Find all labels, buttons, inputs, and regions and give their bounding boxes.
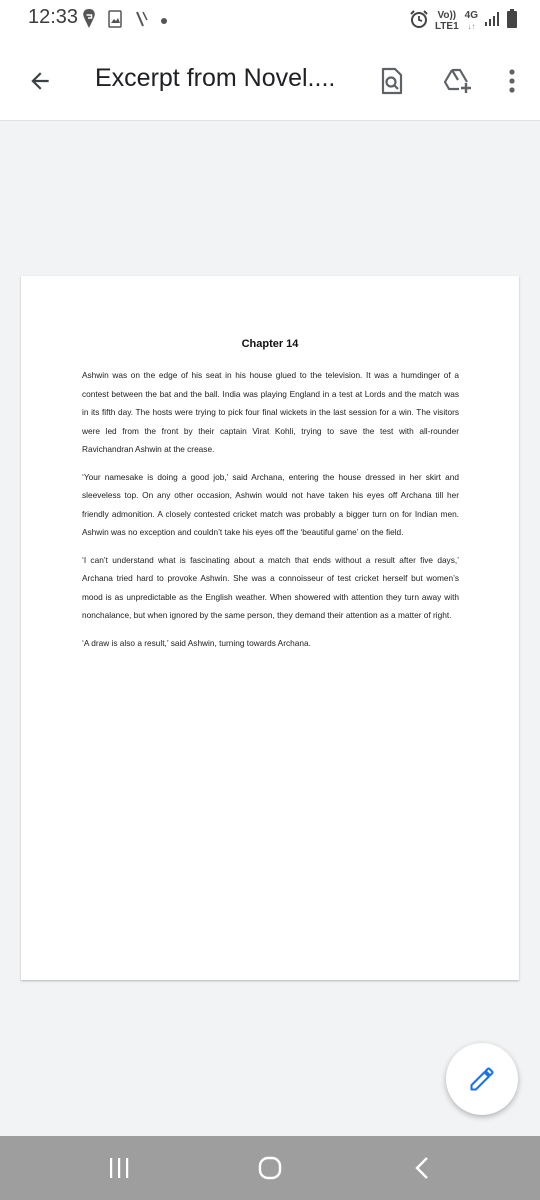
lte-label: LTE1 [434, 21, 459, 32]
paragraph: ‘Your namesake is doing a good job,’ said Archana, entering the house dressed in her skirt and sleeveless top. On any other occasion, Ashwin would not have taken his eyes off Archana till her friendly admonition. A closely contested cricket match was probably a bigger turn on for Indian men. Ashwin was no exception and couldn’t take his eyes off the ‘beautiful game’ on the field. [82, 471, 459, 537]
signal-icon [484, 11, 500, 32]
paragraph: Ashwin was on the edge of his seat in his house glued to the television. It was a humdinger of a contest between the bat and the ball. India was playing England in a test at Lords and the match was in its fifth day. The hosts were trying to pick four final wickets in the last session for a win. The visitors were led from the front by their captain Virat Kohli, trying to save the test with all-rounder Ravichandran Ashwin at the crease. [82, 370, 459, 454]
dot-icon [160, 12, 168, 30]
nav-back-button[interactable] [400, 1146, 444, 1190]
add-to-drive-icon [443, 67, 473, 95]
swiggy-icon [82, 8, 96, 35]
more-vert-icon [508, 68, 516, 94]
data-activity-label: ↓↑ [467, 22, 476, 31]
app-bar [0, 42, 540, 121]
network-type-label: 4G [464, 10, 478, 21]
document-body [82, 366, 459, 661]
image-icon [108, 10, 122, 33]
status-bar [0, 0, 540, 42]
back-button[interactable] [18, 59, 62, 103]
recents-button[interactable] [97, 1146, 141, 1190]
document-title: Excerpt from Novel.... [95, 64, 336, 92]
find-in-page-button[interactable] [370, 59, 414, 103]
chapter-title: Chapter 14 [241, 338, 299, 350]
volte-label: Vo)) [437, 10, 457, 21]
volte-indicator [435, 10, 459, 32]
notification-icons [82, 10, 168, 32]
missed-call-icon [134, 10, 148, 33]
back-icon [412, 1156, 432, 1180]
system-icons [409, 8, 518, 34]
add-to-drive-button[interactable] [436, 59, 480, 103]
edit-button[interactable] [446, 1043, 518, 1115]
status-time: 12:33 [28, 6, 79, 28]
more-options-button[interactable] [490, 59, 534, 103]
pencil-icon [468, 1065, 496, 1093]
alarm-icon [409, 9, 429, 34]
home-icon [257, 1155, 283, 1181]
paragraph: ‘I can’t understand what is fascinating about a match that ends without a result after five days,’ Archana tried hard to provoke Ashwin. She was a connoisseur of test cricket herself but women’s mood is as unpredictable as the English weather. When showered with attention they turn away with nonchalance, but when ignored by the same person, they demand their attention as a matter of right. [82, 554, 459, 620]
back-arrow-icon [27, 68, 53, 94]
home-button[interactable] [248, 1146, 292, 1190]
system-navigation-bar [0, 1136, 540, 1200]
document-page[interactable] [21, 276, 519, 980]
network-type-indicator [465, 10, 478, 32]
find-in-page-icon [380, 67, 404, 95]
battery-icon [506, 9, 518, 34]
paragraph: ‘A draw is also a result,’ said Ashwin, turning towards Archana. [82, 637, 311, 648]
recents-icon [107, 1157, 131, 1179]
